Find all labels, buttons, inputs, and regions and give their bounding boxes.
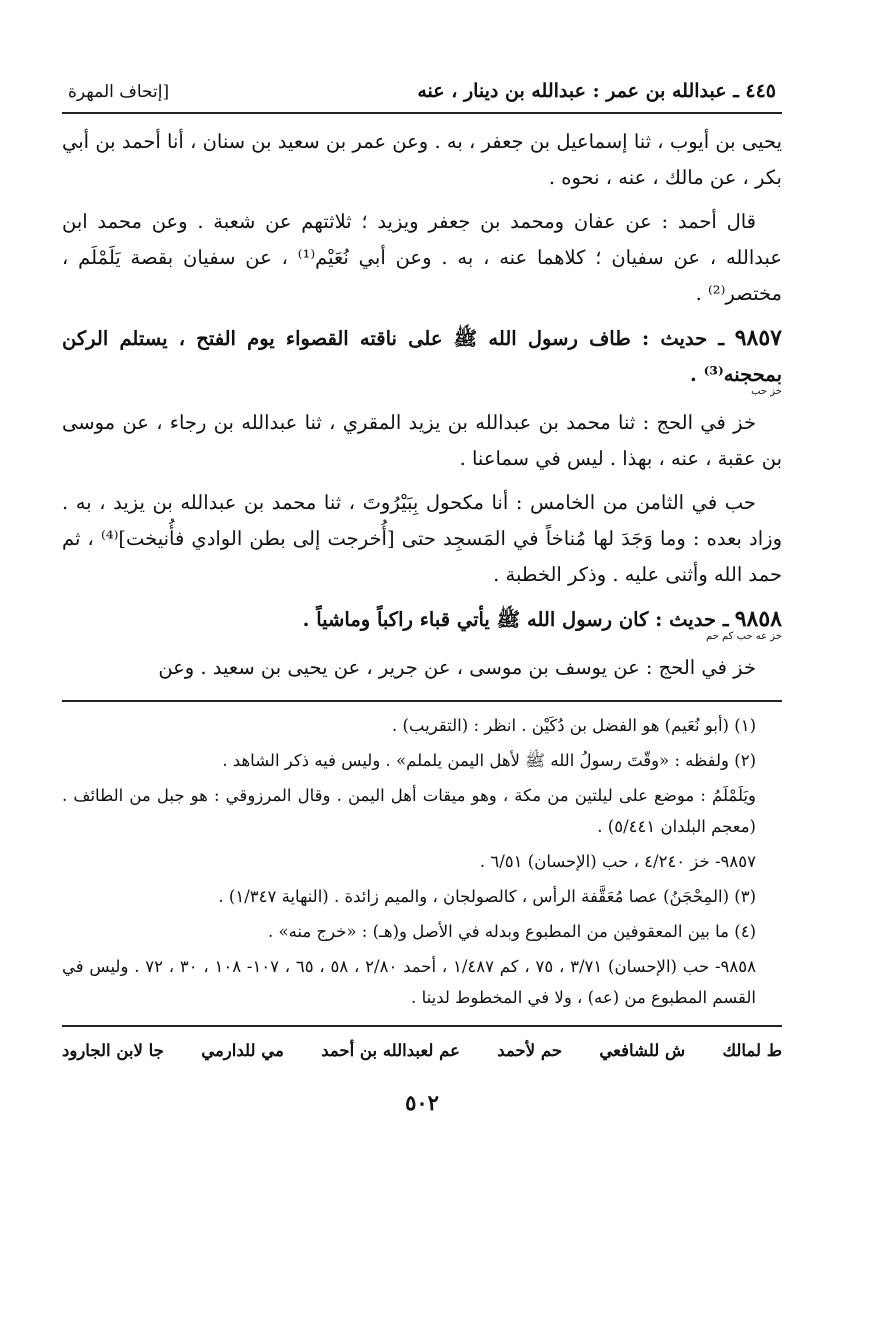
header-book-title: [إتحاف المهرة: [68, 82, 170, 102]
book-page: [62, 72, 782, 1115]
footnote: (٣) (المِحْجَنُ) عصا مُعَقَّفة الرأس ، كالصولجان ، والميم زائدة . (النهاية ١/٣٤٧) .: [218, 887, 756, 906]
footnote: (١) (أبو نُعَيم) هو الفضل بن دُكَيْن . انظر : (التقريب) .: [392, 716, 756, 735]
footnote: (٢) ولفظه : «وقّتَ رسولُ الله ﷺ لأهل اليمن يلملم» . وليس فيه ذكر الشاهد .: [222, 751, 756, 770]
header-chapter-title: ٤٤٥ ـ عبدالله بن عمر : عبدالله بن دينار ، عنه: [417, 80, 776, 102]
paragraph: خز في الحج : ثنا محمد بن عبدالله بن يزيد المقري ، ثنا عبدالله بن رجاء ، عن موسى بن عقبة ، عنه ، بهذا . ليس في سماعنا .: [62, 411, 782, 470]
hadith-text: ـ حديث : طاف رسول الله ﷺ على ناقته القصواء يوم الفتح ، يستلم الركن بمحجنه⁽³⁾ .: [62, 327, 782, 386]
hadith-heading: [62, 601, 782, 642]
hadith-siglum: خز عه حب كم حم: [706, 631, 782, 642]
paragraph: يحيى بن أيوب ، ثنا إسماعيل بن جعفر ، به . وعن عمر بن سعيد بن سنان ، أنا أحمد بن أبي بكر ، عن مالك ، عنه ، نحوه .: [62, 130, 782, 189]
paragraph: قال أحمد : عن عفان ومحمد بن جعفر ويزيد ؛ ثلاثتهم عن شعبة . وعن محمد ابن عبدالله ، عن سفيان ؛ كلاهما عنه ، به . وعن أبي نُعَيْم⁽¹⁾ ، عن سفيان بقصة يَلَمْلَم ، مختصر⁽²⁾ .: [62, 210, 782, 305]
footnote: ويَلَمْلَمُ : موضع على ليلتين من مكة ، وهو ميقات أهل اليمن . وقال المرزوقي : هو جبل من الطائف . (معجم البلدان ٥/٤٤١) .: [62, 786, 756, 836]
footnote: ٩٨٥٧- خز ٤/٢٤٠ ، حب (الإحسان) ٦/٥١ .: [479, 852, 756, 871]
hadith-heading: [62, 320, 782, 397]
legend-item: ش للشافعي: [599, 1041, 686, 1060]
page-number: ٥٠٢: [405, 1090, 439, 1115]
footnote: (٤) ما بين المعقوفين من المطبوع وبدله في الأصل و(هـ) : «خرج منه» .: [268, 922, 756, 941]
footnote: ٩٨٥٨- حب (الإحسان) ٣/٧١ ، ٧٥ ، كم ١/٤٨٧ ، أحمد ٢/٨٠ ، ٥٨ ، ٦٥ ، ١٠٧- ١٠٨ ، ٣٠ ، ٧٢ . وليس في القسم المطبوع من (عه) ، ولا في المخطوط لدينا .: [62, 957, 756, 1007]
legend-item: مي للدارمي: [201, 1041, 284, 1060]
legend-item: ط لمالك: [722, 1041, 782, 1060]
footnotes: [62, 700, 782, 1013]
hadith-text: ـ حديث : كان رسول الله ﷺ يأتي قباء راكباً وماشياً .: [302, 608, 729, 631]
paragraph: خز في الحج : عن يوسف بن موسى ، عن جرير ، عن يحيى بن سعيد . وعن: [158, 656, 756, 679]
main-text: [62, 124, 782, 686]
hadith-number: ٩٨٥٨: [734, 606, 782, 632]
legend-item: حم لأحمد: [497, 1041, 563, 1060]
abbreviation-legend: [62, 1025, 782, 1060]
hadith-siglum: خز حب: [751, 386, 782, 397]
paragraph: حب في الثامن من الخامس : أنا مكحول بِبَيْرُوتَ ، ثنا محمد بن عبدالله بن يزيد ، به . وزاد بعده : وما وَجَدَ لها مُناخاً في المَسجِد حتى [أُخرجت إلى بطن الوادي فأُنيخت]⁽⁴⁾ ، ثم حمد الله وأثنى عليه . وذكر الخطبة .: [62, 491, 782, 586]
legend-item: جا لابن الجارود: [62, 1041, 164, 1060]
hadith-number: ٩٨٥٧: [734, 325, 782, 351]
legend-item: عم لعبدالله بن أحمد: [321, 1041, 460, 1060]
running-header: [62, 72, 782, 114]
